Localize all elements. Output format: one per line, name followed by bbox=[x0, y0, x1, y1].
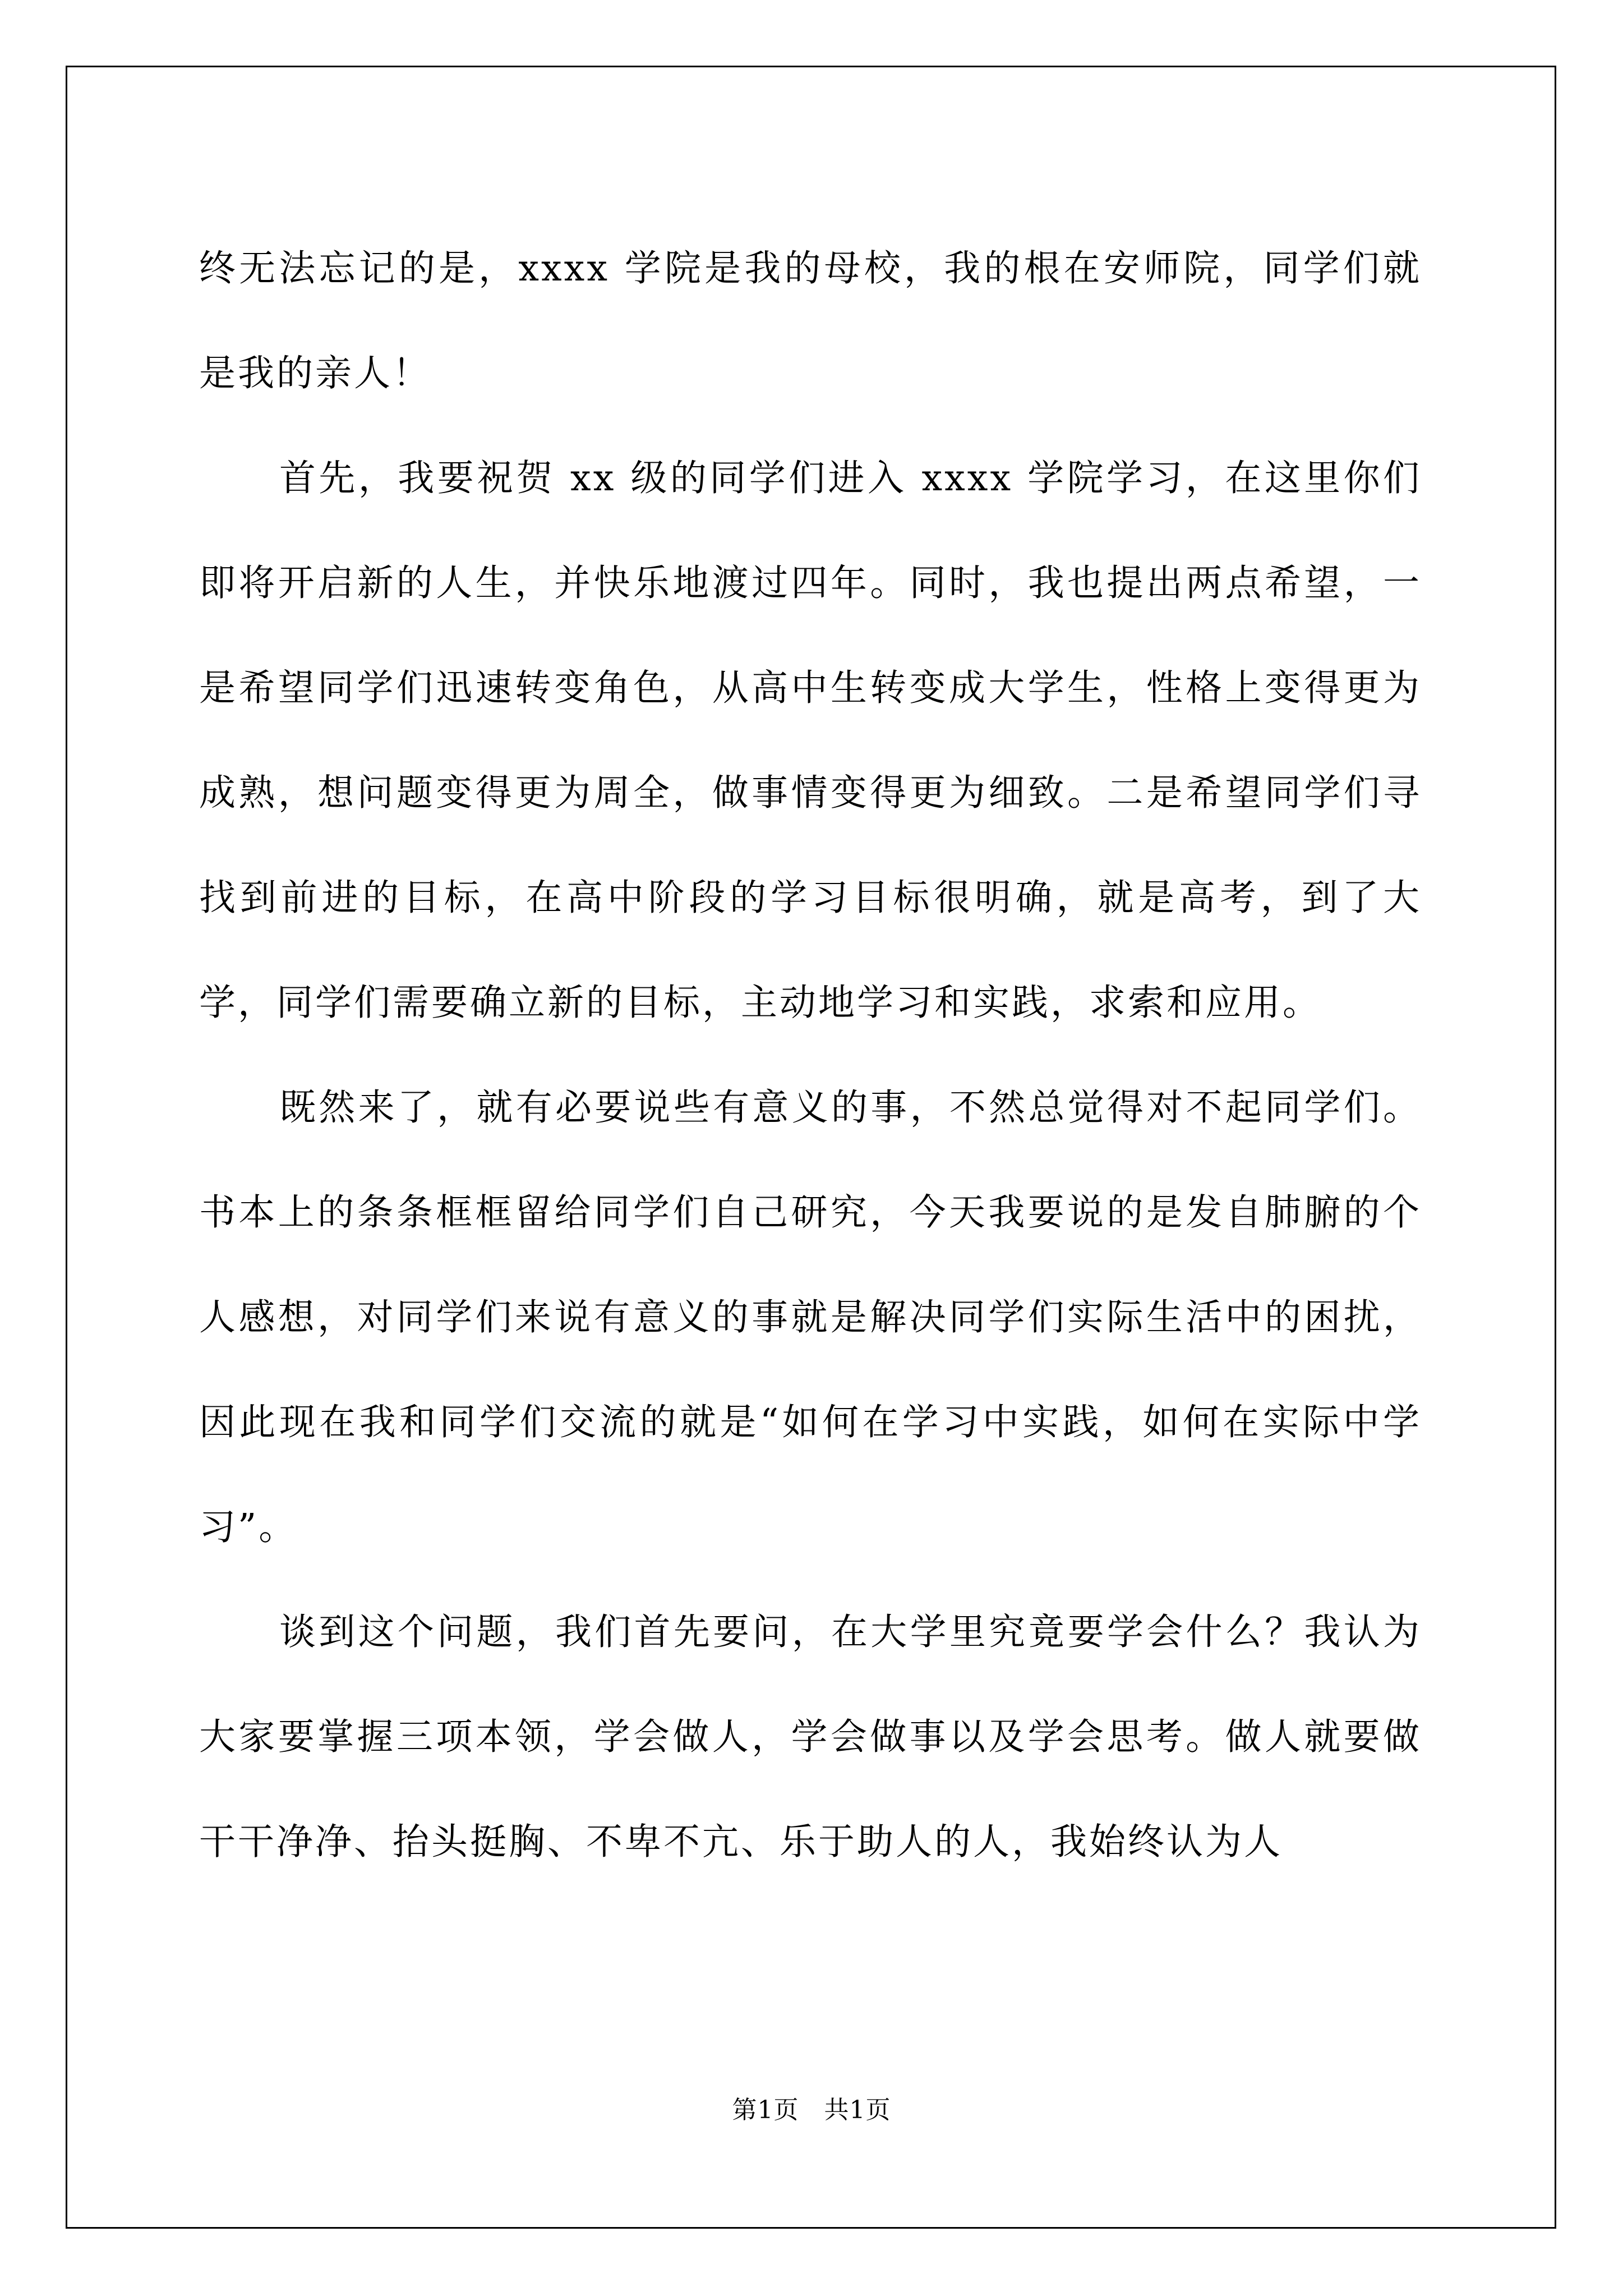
page-footer: 第1页 共1页 bbox=[732, 2096, 891, 2124]
paragraph-4: 谈到这个问题，我们首先要问，在大学里究竟要学会什么？我认为大家要掌握三项本领，学会做人，学会做事以及学会思考。做人就要做干干净净、抬头挺胸、不卑不亢、乐于助人的人，我始终认为人 bbox=[199, 1611, 1422, 1863]
paragraph-3: 既然来了，就有必要说些有意义的事，不然总觉得对不起同学们。书本上的条条框框留给同学们自己研究，今天我要说的是发自肺腑的个人感想，对同学们来说有意义的事就是解决同学们实际生活中的困扰，因此现在我和同学们交流的就是“如何在学习中实践，如何在实际中学习”。 bbox=[199, 1087, 1422, 1548]
paragraph-2: 首先，我要祝贺 xx 级的同学们进入 xxxx 学院学习，在这里你们即将开启新的人生，并快乐地渡过四年。同时，我也提出两点希望，一是希望同学们迅速转变角色，从高中生转变成大学生，性格上变得更为成熟，想问题变得更为周全，做事情变得更为细致。二是希望同学们寻找到前进的目标，在高中阶段的学习目标很明确，就是高考，到了大学，同学们需要确立新的目标，主动地学习和实践，求索和应用。 bbox=[199, 457, 1422, 1024]
paragraph-1: 终无法忘记的是，xxxx 学院是我的母校，我的根在安师院，同学们就是我的亲人！ bbox=[199, 247, 1422, 394]
document-body bbox=[199, 216, 1422, 1894]
